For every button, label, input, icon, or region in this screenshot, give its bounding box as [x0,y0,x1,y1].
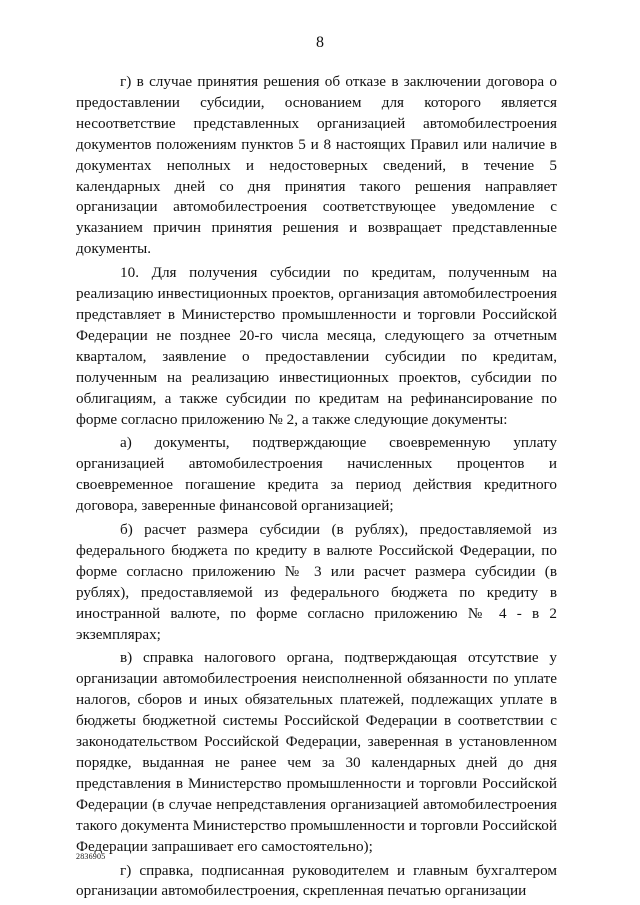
document-body [76,72,557,902]
page-number: 8 [316,34,324,51]
paragraph-b-calculation: б) расчет размера субсидии (в рублях), предоставляемой из федерального бюджета по кредиту в валюте Российской Федерации, по форме согласно приложению № 3 или расчет размера субсидии (в рублях), предоставляемой из федерального бюджета по кредиту в иностранной валюте, по форме согласно приложению № 4 - в 2 экземплярах; [76,521,557,643]
paragraph-a-documents: а) документы, подтверждающие своевременную уплату организацией автомобилестроения начисленных процентов и своевременное погашение кредита за период действия кредитного договора, заверенные финансовой организацией; [76,434,557,515]
paragraph-10-application: 10. Для получения субсидии по кредитам, полученным на реализацию инвестиционных проектов, организация автомобилестроения представляет в Министерство промышленности и торговли Российской Федерации не позднее 20-го числа месяца, следующего за отчетным кварталом, заявление о предоставлении субсидии по кредитам, полученным на реализацию инвестиционных проектов, субсидии по облигациям, а также субсидии по кредитам на рефинансирование по форме согласно приложению № 2, а также следующие документы: [76,264,557,428]
document-code: 2836905 [76,852,106,861]
paragraph-g-refusal: г) в случае принятия решения об отказе в заключении договора о предоставлении субсидии, основанием для которого является несоответствие представленных организацией автомобилестроения документов положениям пунктов 5 и 8 настоящих Правил или наличие в документах неполных и недостоверных сведений, в течение 5 календарных дней со дня принятия такого решения направляет организации автомобилестроения соответствующее уведомление с указанием причин принятия решения и возвращает представленные документы. [76,73,557,258]
paragraph-g-certificate: г) справка, подписанная руководителем и главным бухгалтером организации автомобилестроения, скрепленная печатью организации [76,861,557,900]
paragraph-v-tax-certificate: в) справка налогового органа, подтверждающая отсутствие у организации автомобилестроения неисполненной обязанности по уплате налогов, сборов и иных обязательных платежей, подлежащих уплате в бюджеты бюджетной системы Российской Федерации в соответствии с законодательством Российской Федерации, заверенная в установленном порядке, выданная не ранее чем за 30 календарных дней до дня представления в Министерство промышленности и торговли Российской Федерации (в случае непредставления организацией автомобилестроения такого документа Министерство промышленности и торговли Российской Федерации запрашивает его самостоятельно); [76,649,557,855]
